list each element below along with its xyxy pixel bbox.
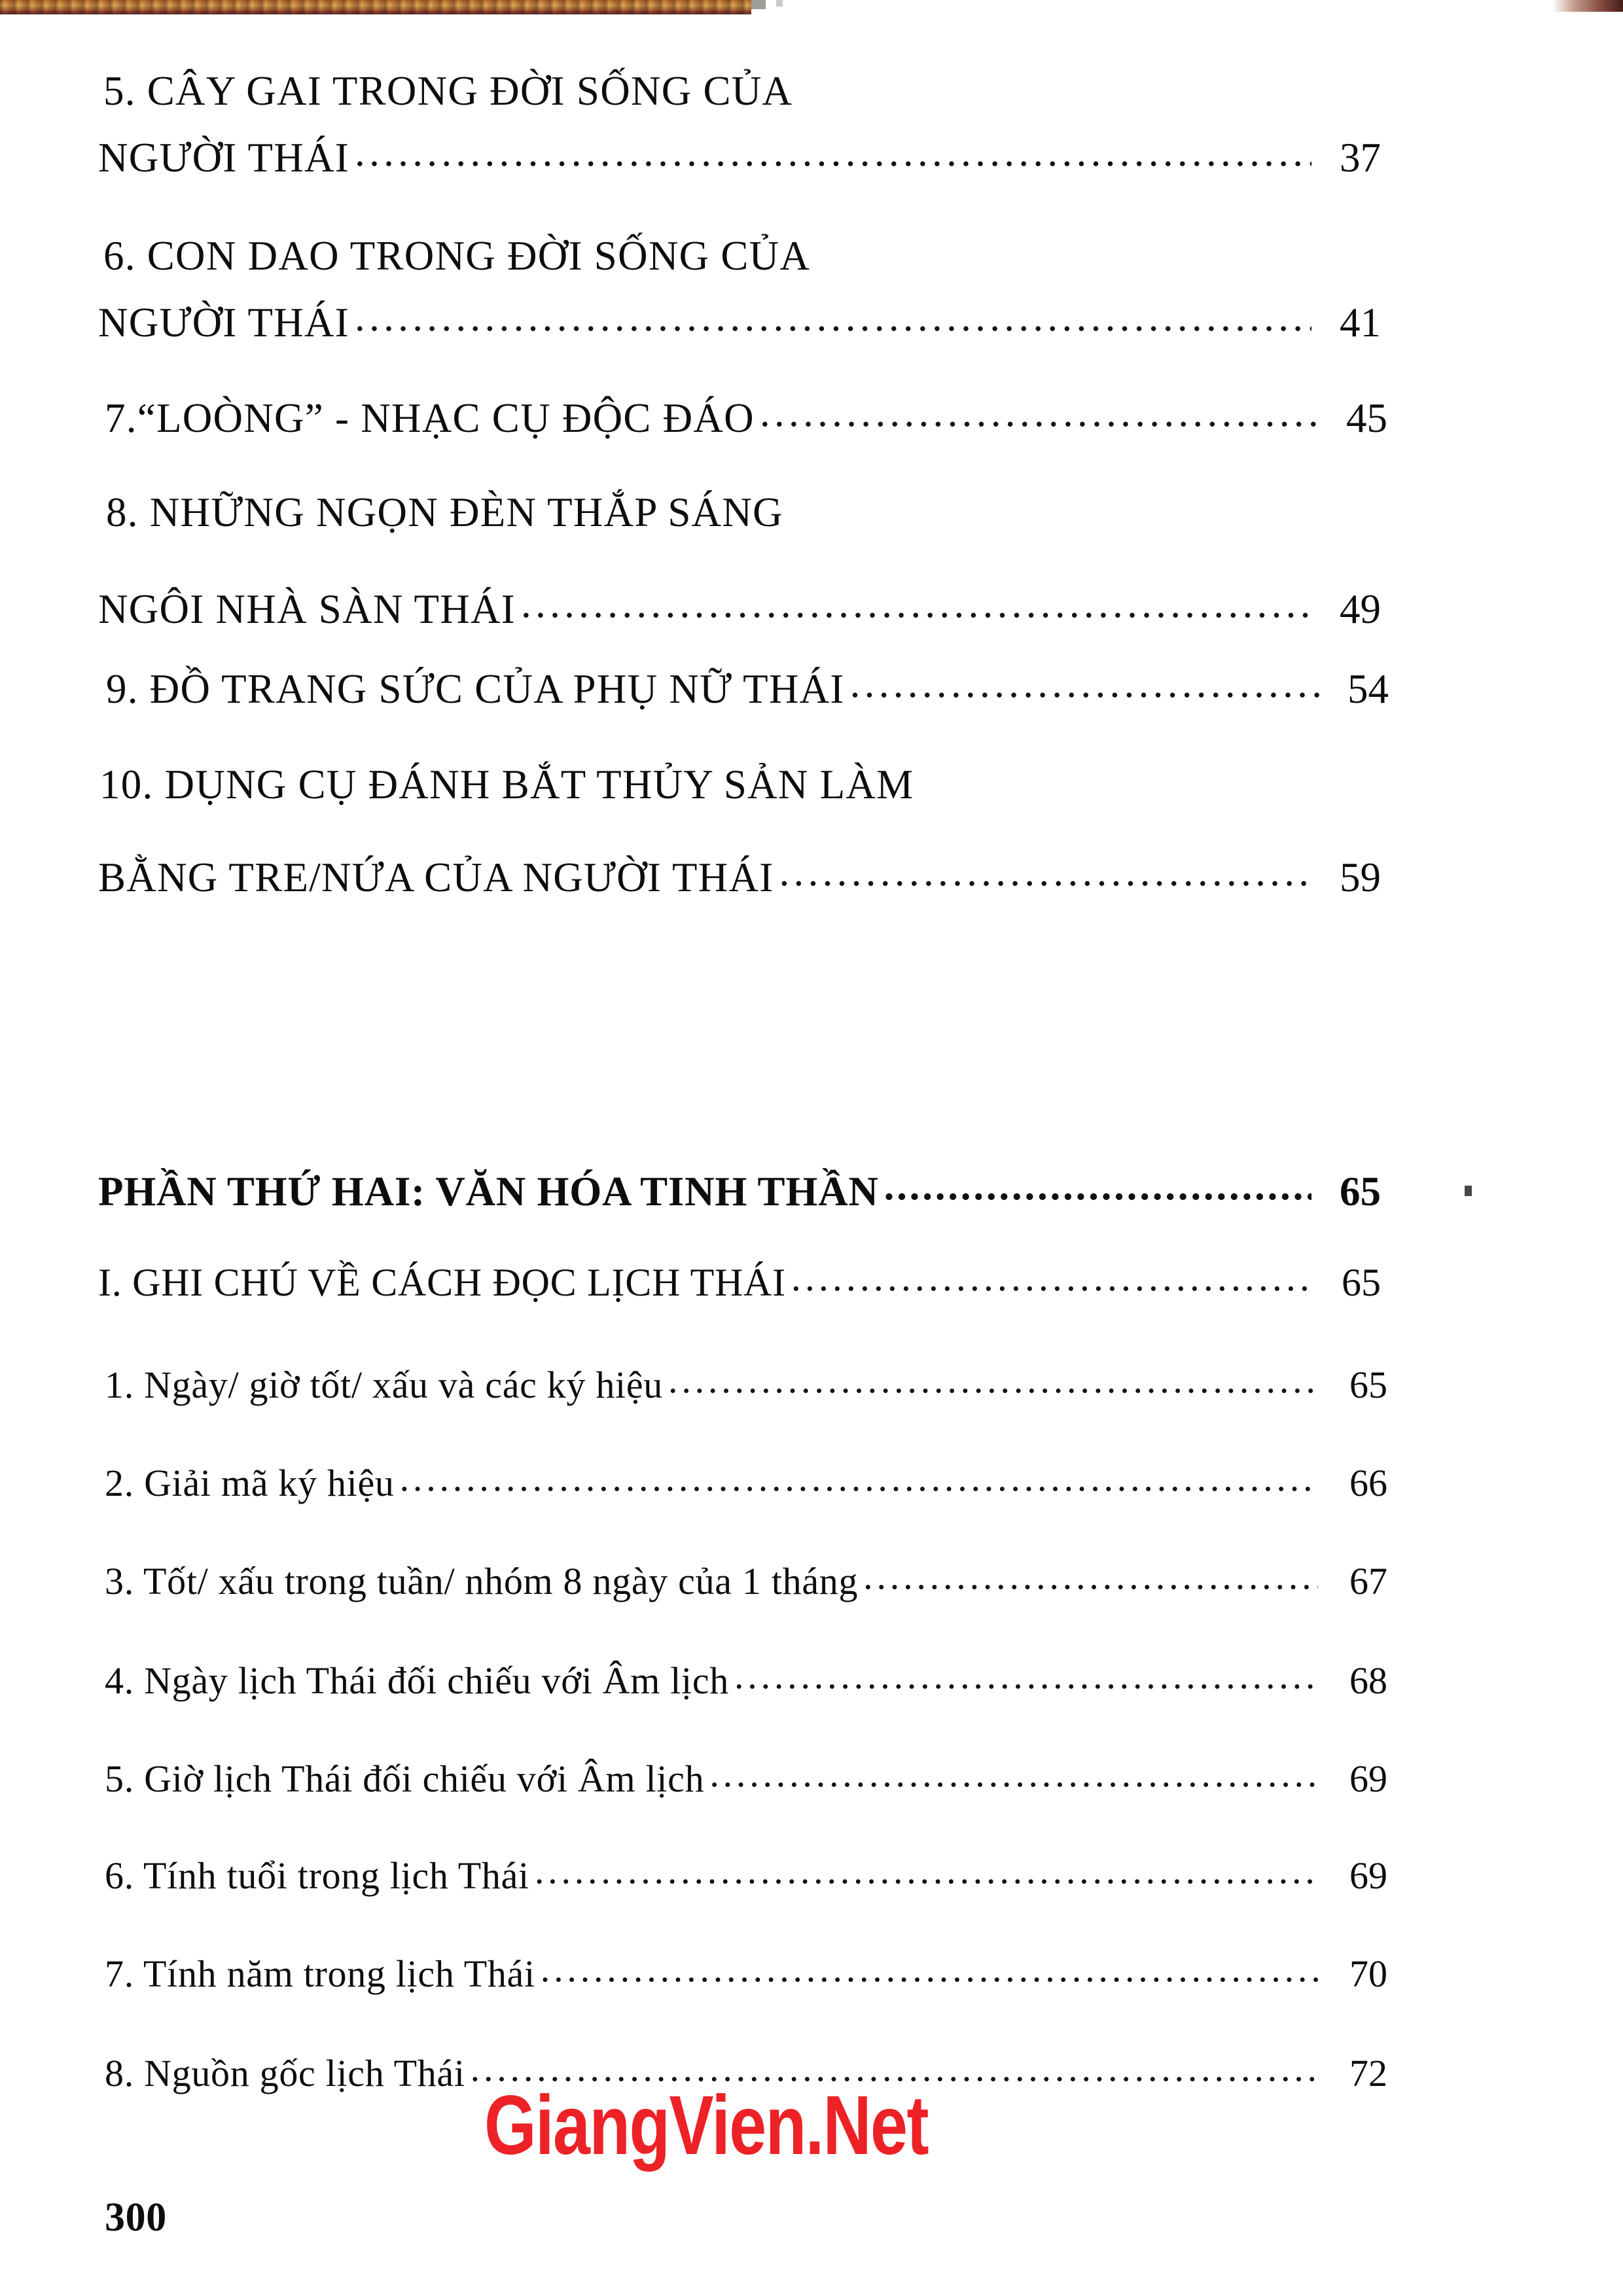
toc-leader [884,1171,1311,1212]
toc-entry-label: 7.“LOÒNG” - NHẠC CỤ ĐỘC ĐÁO [105,395,755,441]
watermark-giangvien-net: GiangVien.Net [484,2079,929,2172]
toc-subitem-label: 6. Tính tuổi trong lịch Thái [105,1854,529,1897]
toc-subitem-page: 69 [1349,1757,1387,1800]
toc-leader [535,1857,1318,1895]
toc-subitem-label: 3. Tốt/ xấu trong tuần/ nhóm 8 ngày của 1 tháng [105,1560,859,1602]
toc-section-page: 65 [1342,1261,1381,1304]
toc-subitem-page: 72 [1349,2052,1387,2094]
toc-entry[interactable] [106,489,1389,535]
toc-subitem-page: 66 [1349,1462,1387,1504]
scan-artifact-mark-b [776,0,783,7]
toc-subitem[interactable] [105,1659,1387,1702]
toc-entry-page: 49 [1340,586,1381,632]
toc-subitem-label: 7. Tính năm trong lịch Thái [105,1952,535,1995]
toc-part-heading-label: PHẦN THỨ HAI: VĂN HÓA TINH THẦN [98,1169,879,1214]
scan-artifact-mark-a [751,0,766,9]
toc-subitem-page: 67 [1349,1560,1387,1602]
toc-leader [791,1263,1311,1302]
toc-entry-page: 37 [1340,135,1381,181]
toc-entry-page: 41 [1340,300,1381,345]
toc-leader [709,1760,1318,1798]
toc-entry-label: 9. ĐỒ TRANG SỨC CỦA PHỤ NỮ THÁI [106,666,845,712]
toc-entry[interactable] [106,666,1389,712]
toc-part-heading[interactable] [98,1171,1381,1212]
toc-leader [400,1464,1318,1502]
toc-entry-label: BẰNG TRE/NỨA CỦA NGƯỜI THÁI [98,855,774,900]
toc-entry[interactable] [98,586,1381,632]
toc-subitem[interactable] [105,1854,1387,1897]
toc-subitem-label: 4. Ngày lịch Thái đối chiếu với Âm lịch [105,1659,729,1702]
toc-entry[interactable] [103,233,1386,279]
toc-leader [779,857,1311,898]
toc-entry[interactable] [105,395,1387,441]
toc-subitem[interactable] [105,1464,1387,1502]
toc-entry-label: NGÔI NHÀ SÀN THÁI [98,586,516,632]
toc-subitem[interactable] [105,1757,1387,1800]
toc-leader [734,1662,1318,1700]
toc-subitem-label: 5. Giờ lịch Thái đối chiếu với Âm lịch [105,1757,705,1800]
toc-leader [863,1563,1318,1600]
toc-leader [668,1366,1318,1404]
toc-entry-label: 10. DỤNG CỤ ĐÁNH BẮT THỦY SẢN LÀM [99,762,914,807]
toc-entry-label: NGƯỜI THÁI [98,300,350,345]
toc-subitem-label: 1. Ngày/ giờ tốt/ xấu và các ký hiệu [105,1364,664,1406]
toc-subitem[interactable] [105,1952,1387,1995]
toc-leader [521,589,1311,630]
toc-subitem-label: 8. Nguồn gốc lịch Thái [105,2052,465,2094]
toc-part-heading-page: 65 [1340,1169,1381,1214]
toc-entry-label: NGƯỜI THÁI [98,135,350,181]
toc-entry-label: 5. CÂY GAI TRONG ĐỜI SỐNG CỦA [103,68,793,114]
toc-entry-label: 8. NHỮNG NGỌN ĐÈN THẮP SÁNG [106,489,783,535]
toc-section-label: I. GHI CHÚ VỀ CÁCH ĐỌC LỊCH THÁI [98,1261,786,1304]
toc-entry[interactable] [98,302,1381,344]
toc-subitem-page: 65 [1349,1364,1387,1406]
toc-entry[interactable] [98,857,1381,898]
toc-entry-page: 54 [1347,666,1389,712]
toc-leader [850,669,1319,710]
toc-subitem-page: 69 [1349,1854,1387,1897]
toc-leader [355,302,1311,344]
toc-subitem-label: 2. Giải mã ký hiệu [105,1462,395,1504]
toc-leader [541,1955,1318,1993]
page-number: 300 [105,2195,167,2240]
scan-artifact-speck [1465,1186,1472,1196]
scan-artifact-top-band [0,0,751,14]
toc-leader [355,137,1311,179]
toc-section-entry[interactable] [98,1263,1381,1302]
toc-entry[interactable] [98,137,1381,179]
toc-entry-page: 59 [1340,855,1381,900]
toc-entry[interactable] [99,764,1382,805]
toc-subitem-page: 70 [1349,1952,1387,1995]
toc-leader [760,398,1318,439]
toc-entry-label: 6. CON DAO TRONG ĐỜI SỐNG CỦA [103,233,811,279]
toc-entry-page: 45 [1346,395,1387,441]
toc-subitem-page: 68 [1349,1659,1387,1702]
toc-subitem[interactable] [105,1366,1387,1404]
toc-entry[interactable] [103,68,1386,114]
scan-artifact-right-edge [1552,0,1623,12]
toc-subitem[interactable] [105,1560,1387,1602]
